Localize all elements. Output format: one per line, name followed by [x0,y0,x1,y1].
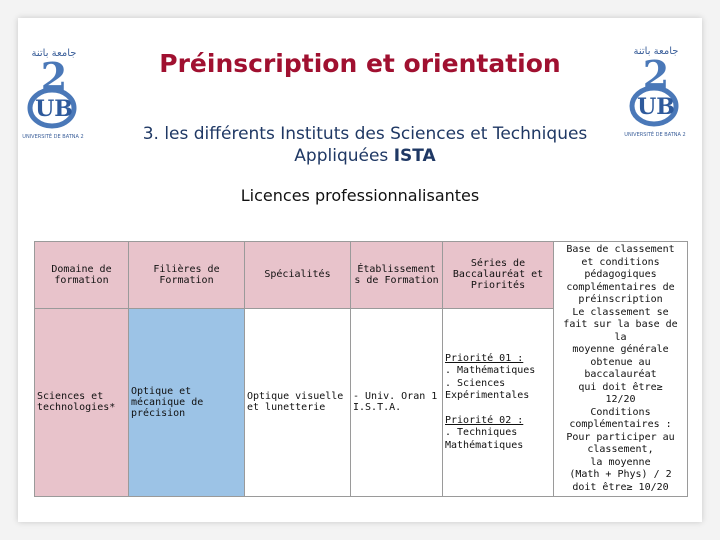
base-line: pédagogiques [584,269,657,280]
logo-caption: UNIVERSITÉ DE BATNA 2 [624,132,686,138]
subtitle-highlight-ista: ISTA [393,146,436,166]
header-specialites: Spécialités [245,242,351,309]
cell-priorites [443,308,554,496]
base-line: Base de classement [566,244,675,255]
priorite-2-item: . Techniques Mathématiques [445,427,524,451]
base-classement-cell [554,242,688,497]
table-header-row [35,242,688,309]
page-title: Préinscription et orientation [159,49,561,78]
subtitle-line-1: 3. les différents Instituts des Sciences et Techniques [142,124,588,144]
section-title: Licences professionnalisantes [240,186,480,205]
base-line: doit être≥ 10/20 [572,481,669,493]
subtitle-line-2-prefix: Appliquées [294,146,389,166]
base-line: la moyenne [590,456,651,468]
base-line: qui doit être≥ [578,381,663,393]
logo-mark-number: 2 [642,52,670,97]
base-line: fait sur la base de la [563,319,678,343]
cell-etablissement: - Univ. Oran 1 I.S.T.A. [351,308,443,496]
header-filieres: Filières de Formation [129,242,245,309]
logo-arabic-text: جامعة باتنة [31,48,77,59]
priorite-1-item: . Mathématiques [445,365,536,377]
logo-caption: UNIVERSITÉ DE BATNA 2 [22,134,84,140]
subtitle-line-2 [60,145,670,167]
logo-mark-number: 2 [40,54,68,99]
base-line: et conditions [581,256,660,268]
licences-table [34,241,688,497]
cell-filiere: Optique et mécanique de précision [129,308,245,496]
base-line: Pour participer au [566,431,675,443]
header-series: Séries de Baccalauréat et Priorités [443,242,554,309]
base-line: préinscription [578,294,663,305]
base-line: classement, [587,444,654,455]
priorite-2-label: Priorité 02 : [445,414,524,426]
logo-letters: UB [637,94,675,120]
base-line: Conditions [590,406,651,418]
subtitle [60,123,670,167]
priorite-1-item: . Sciences Expérimentales [445,377,530,402]
cell-domaine: Sciences et technologies* [35,308,129,496]
base-line: complémentaires de [566,281,675,293]
logo-arabic-text: جامعة باتنة [633,46,679,57]
priorite-1-label: Priorité 01 : [445,352,524,364]
header-domaine: Domaine de formation [35,242,129,309]
cell-specialite: Optique visuelle et lunetterie [245,308,351,496]
base-line: complémentaires : [569,419,672,430]
logo-letters: UB [35,96,73,122]
base-line: baccalauréat [584,369,657,380]
base-line: Le classement se [572,306,669,318]
header-etablissements: Établissement s de Formation [351,242,443,309]
base-line: obtenue au [590,356,651,368]
base-line: (Math + Phys) / 2 [569,469,672,480]
base-line: 12/20 [605,394,636,405]
base-line: moyenne générale [572,344,669,355]
